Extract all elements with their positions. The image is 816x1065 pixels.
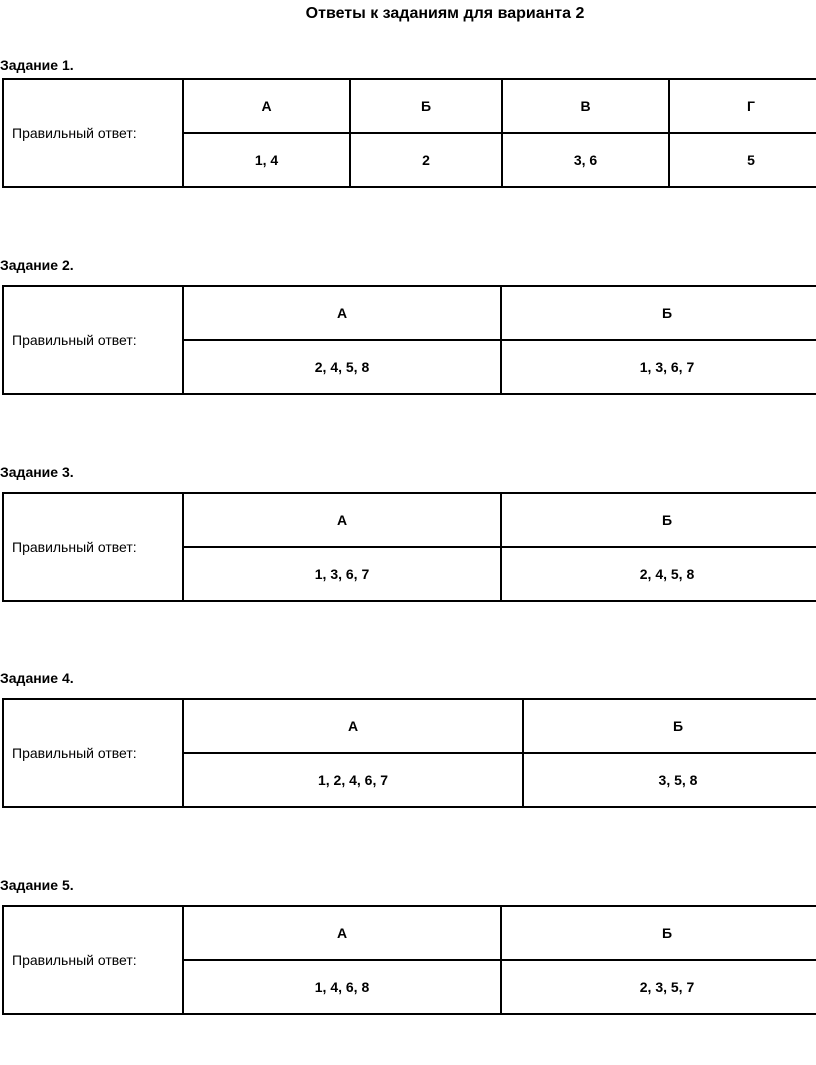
- task-4-answer-table: [2, 698, 816, 808]
- column-header-a: А: [183, 906, 501, 960]
- column-header-a: А: [183, 79, 350, 133]
- column-header-v: В: [502, 79, 669, 133]
- table-row: [3, 699, 816, 753]
- answer-cell-a: 1, 3, 6, 7: [183, 547, 501, 601]
- answer-row-label: Правильный ответ:: [3, 286, 183, 394]
- task-3-heading: Задание 3.: [0, 464, 74, 480]
- answer-cell-a: 1, 2, 4, 6, 7: [183, 753, 523, 807]
- task-2-heading: Задание 2.: [0, 257, 74, 273]
- answer-cell-v: 3, 6: [502, 133, 669, 187]
- column-header-b: Б: [350, 79, 502, 133]
- table-row: [3, 493, 816, 547]
- answer-cell-b: 2, 3, 5, 7: [501, 960, 816, 1014]
- answer-row-label: Правильный ответ:: [3, 493, 183, 601]
- answer-row-label: Правильный ответ:: [3, 699, 183, 807]
- answer-row-label: Правильный ответ:: [3, 906, 183, 1014]
- task-5-heading: Задание 5.: [0, 877, 74, 893]
- task-3-answer-table: [2, 492, 816, 602]
- answer-cell-a: 1, 4: [183, 133, 350, 187]
- answer-cell-g: 5: [669, 133, 816, 187]
- task-2-answer-table: [2, 285, 816, 395]
- table-row: [3, 906, 816, 960]
- column-header-b: Б: [501, 286, 816, 340]
- table-row: [3, 79, 816, 133]
- table-row: [3, 286, 816, 340]
- answer-cell-b: 2: [350, 133, 502, 187]
- task-4-heading: Задание 4.: [0, 670, 74, 686]
- answer-cell-b: 3, 5, 8: [523, 753, 816, 807]
- task-5-answer-table: [2, 905, 816, 1015]
- column-header-a: А: [183, 699, 523, 753]
- column-header-b: Б: [501, 906, 816, 960]
- column-header-b: Б: [523, 699, 816, 753]
- answer-cell-a: 1, 4, 6, 8: [183, 960, 501, 1014]
- column-header-g: Г: [669, 79, 816, 133]
- answer-row-label: Правильный ответ:: [3, 79, 183, 187]
- task-1-heading: Задание 1.: [0, 57, 74, 73]
- page-title: Ответы к заданиям для варианта 2: [305, 5, 585, 22]
- column-header-a: А: [183, 286, 501, 340]
- column-header-a: А: [183, 493, 501, 547]
- column-header-b: Б: [501, 493, 816, 547]
- task-1-answer-table: [2, 78, 816, 188]
- answer-cell-a: 2, 4, 5, 8: [183, 340, 501, 394]
- answer-cell-b: 1, 3, 6, 7: [501, 340, 816, 394]
- answer-cell-b: 2, 4, 5, 8: [501, 547, 816, 601]
